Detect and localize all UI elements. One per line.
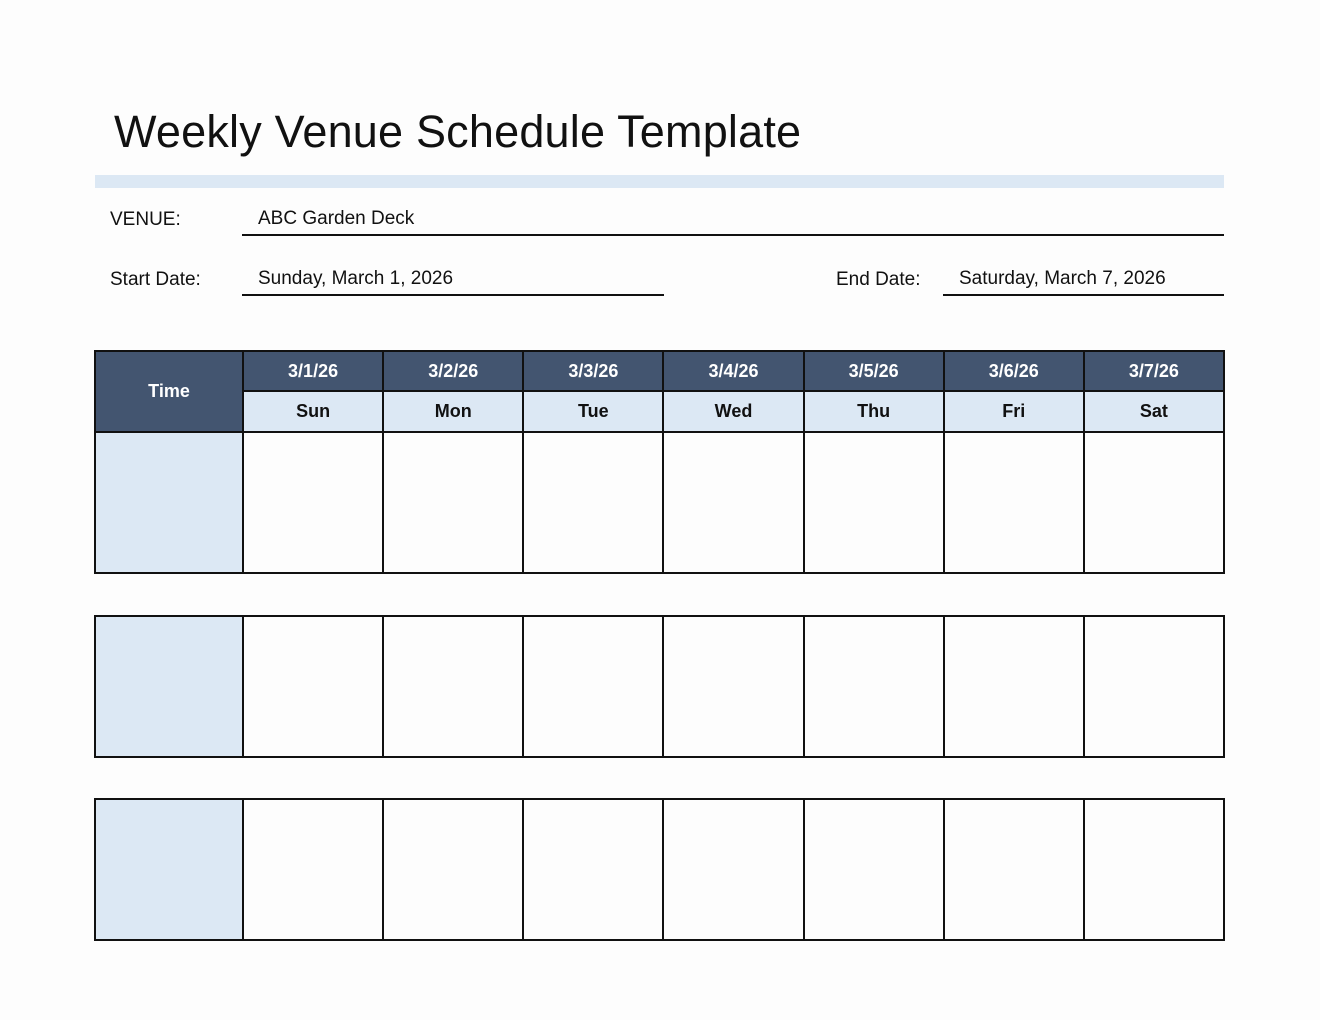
title-accent-bar	[95, 175, 1224, 188]
slot-cell-sat[interactable]	[1084, 799, 1224, 940]
slot-cell-mon[interactable]	[383, 799, 523, 940]
slot-cell-tue[interactable]	[523, 432, 663, 573]
table-row	[95, 799, 1224, 940]
date-header-wed: 3/4/26	[663, 351, 803, 391]
day-header-tue: Tue	[523, 391, 663, 432]
slot-cell-thu[interactable]	[804, 616, 944, 757]
day-header-sat: Sat	[1084, 391, 1224, 432]
day-header-thu: Thu	[804, 391, 944, 432]
slot-cell-sun[interactable]	[243, 432, 383, 573]
start-date-label: Start Date:	[110, 269, 201, 290]
date-header-sun: 3/1/26	[243, 351, 383, 391]
date-header-sat: 3/7/26	[1084, 351, 1224, 391]
slot-cell-fri[interactable]	[944, 616, 1084, 757]
date-header-tue: 3/3/26	[523, 351, 663, 391]
end-date-field[interactable]: Saturday, March 7, 2026	[943, 268, 1224, 296]
day-header-mon: Mon	[383, 391, 523, 432]
time-slot-cell[interactable]	[95, 616, 243, 757]
slot-cell-fri[interactable]	[944, 432, 1084, 573]
slot-cell-mon[interactable]	[383, 432, 523, 573]
table-row	[95, 616, 1224, 757]
time-slot-cell[interactable]	[95, 799, 243, 940]
date-header-mon: 3/2/26	[383, 351, 523, 391]
time-header: Time	[95, 351, 243, 432]
end-date-label: End Date:	[836, 269, 921, 290]
page-title: Weekly Venue Schedule Template	[114, 106, 802, 157]
slot-cell-wed[interactable]	[663, 799, 803, 940]
day-header-wed: Wed	[663, 391, 803, 432]
time-slot-cell[interactable]	[95, 432, 243, 573]
slot-cell-tue[interactable]	[523, 799, 663, 940]
day-header-fri: Fri	[944, 391, 1084, 432]
table-row	[95, 432, 1224, 573]
venue-label: VENUE:	[110, 209, 181, 230]
start-date-field[interactable]: Sunday, March 1, 2026	[242, 268, 664, 296]
slot-cell-sat[interactable]	[1084, 432, 1224, 573]
schedule-table-2	[94, 615, 1225, 758]
slot-cell-wed[interactable]	[663, 616, 803, 757]
slot-cell-thu[interactable]	[804, 432, 944, 573]
slot-cell-tue[interactable]	[523, 616, 663, 757]
schedule-table-3	[94, 798, 1225, 941]
slot-cell-sat[interactable]	[1084, 616, 1224, 757]
slot-cell-sun[interactable]	[243, 616, 383, 757]
venue-field[interactable]: ABC Garden Deck	[242, 208, 1224, 236]
schedule-table-1	[94, 350, 1225, 574]
date-header-fri: 3/6/26	[944, 351, 1084, 391]
slot-cell-mon[interactable]	[383, 616, 523, 757]
day-header-sun: Sun	[243, 391, 383, 432]
slot-cell-wed[interactable]	[663, 432, 803, 573]
slot-cell-fri[interactable]	[944, 799, 1084, 940]
slot-cell-thu[interactable]	[804, 799, 944, 940]
date-header-thu: 3/5/26	[804, 351, 944, 391]
slot-cell-sun[interactable]	[243, 799, 383, 940]
